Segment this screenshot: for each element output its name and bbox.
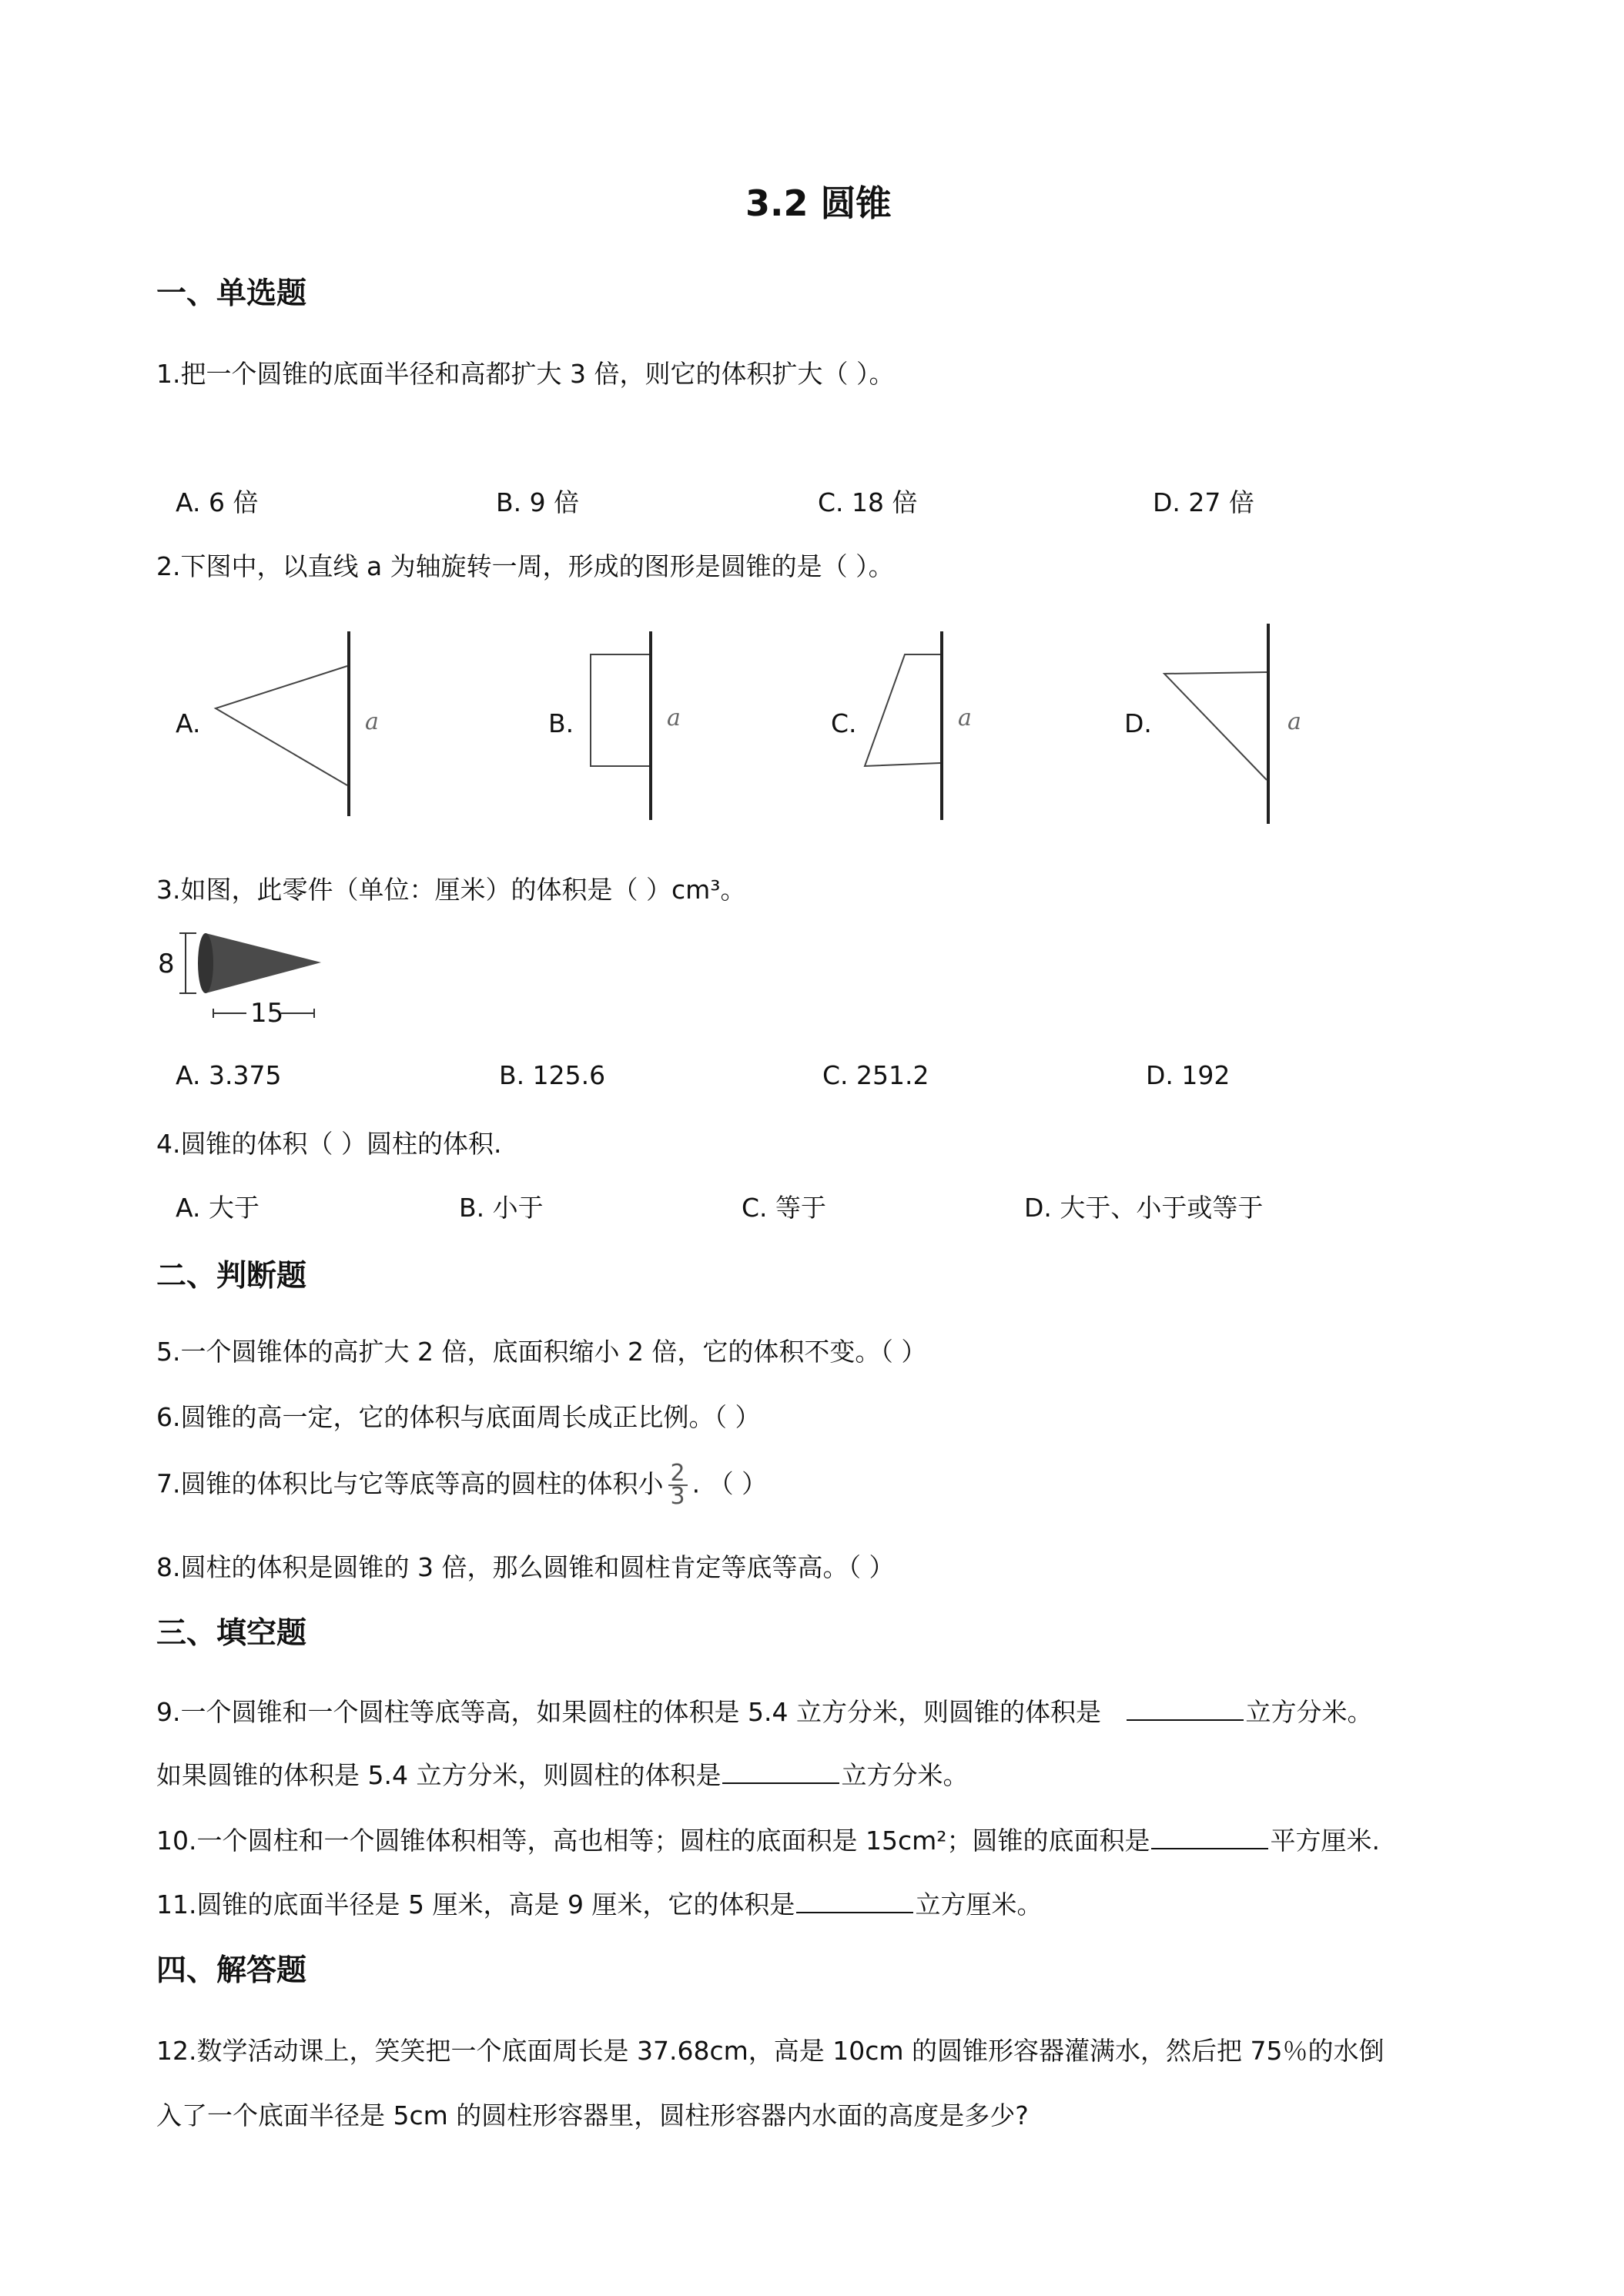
q2-axis-label-c: a: [958, 705, 972, 731]
page-title: 3.2 圆锥: [745, 182, 892, 224]
q2-axis-label-b: a: [667, 705, 681, 731]
q9-line2-unit: 立方分米。: [841, 1760, 969, 1790]
question-1-text: 1.把一个圆锥的底面半径和高都扩大 3 倍，则它的体积扩大（ ）。: [156, 359, 895, 389]
q2-option-d[interactable]: D.: [1124, 708, 1152, 738]
q10-blank[interactable]: [1151, 1822, 1268, 1849]
question-9-line-1: [156, 1692, 1372, 1729]
section-heading-single-choice: 一、单选题: [156, 276, 307, 311]
question-10-text: [156, 1821, 1380, 1857]
q3-option-b[interactable]: B. 125.6: [499, 1060, 606, 1090]
question-4-text: 4.圆锥的体积（ ）圆柱的体积.: [156, 1129, 502, 1159]
q3-option-a[interactable]: A. 3.375: [176, 1060, 282, 1090]
question-9-line-2: [156, 1755, 968, 1792]
section-heading-fill-in: 三、填空题: [156, 1616, 307, 1651]
q4-option-b[interactable]: B. 小于: [459, 1193, 544, 1223]
q9-line2-text: 如果圆锥的体积是 5.4 立方分米，则圆柱的体积是: [156, 1760, 722, 1790]
q2-axis-label-a: a: [365, 708, 379, 735]
q4-option-d[interactable]: D. 大于、小于或等于: [1024, 1193, 1264, 1223]
q1-option-b[interactable]: B. 9 倍: [496, 487, 580, 517]
question-12-line-2: 入了一个底面半径是 5cm 的圆柱形容器里，圆柱形容器内水面的高度是多少?: [156, 2100, 1029, 2130]
question-11-text: [156, 1885, 1042, 1921]
question-3-text: 3.如图，此零件（单位：厘米）的体积是（ ）cm³。: [156, 875, 746, 905]
q7-fraction-denominator: 3: [670, 1483, 685, 1510]
q2-axis-label-d: a: [1287, 708, 1301, 735]
q7-fraction: [668, 1460, 688, 1510]
q7-fraction-numerator: 2: [668, 1463, 688, 1486]
q9-blank-2[interactable]: [722, 1756, 839, 1784]
q3-option-c[interactable]: C. 251.2: [822, 1060, 929, 1090]
q2-figure-b: [585, 628, 693, 835]
q10-unit: 平方厘米.: [1270, 1826, 1380, 1856]
q9-blank-1[interactable]: [1127, 1693, 1244, 1721]
q4-option-a[interactable]: A. 大于: [176, 1193, 260, 1223]
section-heading-true-false: 二、判断题: [156, 1259, 307, 1294]
q3-cone-figure: [158, 924, 335, 1032]
q1-option-d[interactable]: D. 27 倍: [1153, 487, 1254, 517]
q3-option-d[interactable]: D. 192: [1146, 1060, 1231, 1090]
q9-line1-unit: 立方分米。: [1245, 1697, 1373, 1727]
question-6-text: 6.圆锥的高一定，它的体积与底面周长成正比例。（ ）: [156, 1402, 761, 1432]
q1-option-a[interactable]: A. 6 倍: [176, 487, 259, 517]
q2-figure-d: [1155, 620, 1294, 843]
q1-option-c[interactable]: C. 18 倍: [818, 487, 918, 517]
q2-figure-c: [859, 628, 982, 835]
section-heading-problem-solving: 四、解答题: [156, 1953, 307, 1988]
q2-option-b[interactable]: B.: [548, 708, 574, 738]
q11-text: 11.圆锥的底面半径是 5 厘米，高是 9 厘米，它的体积是: [156, 1889, 795, 1919]
q7-text-before: 7.圆锥的体积比与它等底等高的圆柱的体积小: [156, 1468, 664, 1499]
q2-option-c[interactable]: C.: [831, 708, 857, 738]
q3-length-label: 15: [250, 998, 284, 1029]
question-8-text: 8.圆柱的体积是圆锥的 3 倍，那么圆锥和圆柱肯定等底等高。（ ）: [156, 1552, 895, 1582]
question-2-text: 2.下图中，以直线 a 为轴旋转一周，形成的图形是圆锥的是（ ）。: [156, 551, 894, 581]
q9-line1-text: 9.一个圆锥和一个圆柱等底等高，如果圆柱的体积是 5.4 立方分米，则圆锥的体积是: [156, 1697, 1101, 1727]
question-12-line-1: 12.数学活动课上，笑笑把一个底面周长是 37.68cm，高是 10cm 的圆锥形容器灌满水，然后把 75％的水倒: [156, 2036, 1385, 2066]
q10-text: 10.一个圆柱和一个圆锥体积相等，高也相等；圆柱的底面积是 15cm²；圆锥的底面积是: [156, 1826, 1150, 1856]
q4-option-c[interactable]: C. 等于: [742, 1193, 827, 1223]
q7-text-after: . （ ）: [691, 1468, 768, 1499]
q11-unit: 立方厘米。: [915, 1889, 1043, 1919]
q2-option-a[interactable]: A.: [176, 708, 201, 738]
q3-height-label: 8: [158, 949, 175, 979]
q11-blank[interactable]: [796, 1886, 913, 1913]
question-7-text: [156, 1460, 768, 1510]
question-5-text: 5.一个圆锥体的高扩大 2 倍，底面积缩小 2 倍，它的体积不变。（ ）: [156, 1337, 927, 1367]
